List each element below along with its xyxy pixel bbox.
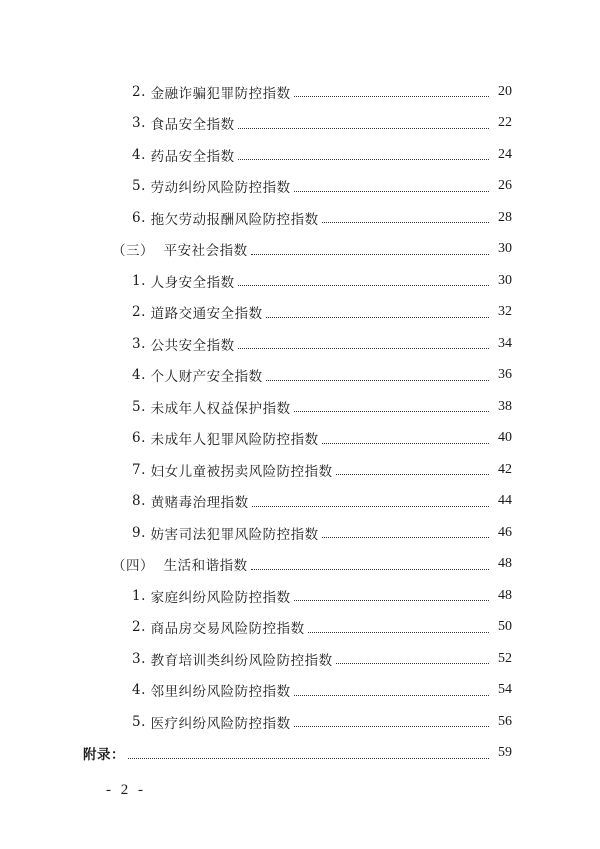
toc-entry-number: （四） bbox=[112, 558, 164, 575]
toc-entry-title: 未成年人犯罪风险防控指数 bbox=[150, 432, 319, 449]
toc-entry-number: 4. bbox=[132, 146, 151, 163]
toc-entry-page-number: 36 bbox=[498, 367, 512, 383]
toc-entry-page-number: 46 bbox=[498, 524, 512, 540]
toc-entry[interactable] bbox=[0, 202, 600, 234]
toc-entry[interactable] bbox=[0, 549, 600, 581]
dot-leader bbox=[308, 632, 489, 633]
toc-entry-number: 6. bbox=[132, 430, 151, 447]
dot-leader bbox=[251, 569, 489, 570]
dot-leader bbox=[294, 96, 489, 97]
toc-entry-number: 6. bbox=[132, 209, 151, 226]
toc-entry-number: 1. bbox=[132, 272, 151, 289]
toc-entry-title: 附录： bbox=[83, 747, 125, 764]
toc-entry-page-number: 50 bbox=[498, 619, 512, 635]
toc-entry-title: 未成年人权益保护指数 bbox=[150, 400, 291, 417]
dot-leader bbox=[322, 222, 489, 223]
toc-entry[interactable] bbox=[0, 423, 600, 455]
toc-entry-number: 2. bbox=[132, 619, 151, 636]
toc-entry-number: 5. bbox=[132, 713, 151, 730]
toc-entry[interactable] bbox=[0, 706, 600, 738]
toc-entry[interactable] bbox=[0, 391, 600, 423]
toc-entry-title: 公共安全指数 bbox=[150, 337, 235, 354]
toc-entry-number: 2. bbox=[132, 304, 151, 321]
toc-entry-page-number: 54 bbox=[498, 682, 512, 698]
toc-entry-title: 食品安全指数 bbox=[150, 117, 235, 134]
toc-entry[interactable] bbox=[0, 360, 600, 392]
dot-leader bbox=[238, 285, 489, 286]
toc-entry[interactable] bbox=[0, 486, 600, 518]
toc-entry-page-number: 48 bbox=[498, 556, 512, 572]
dot-leader bbox=[238, 128, 489, 129]
toc-entry-number: 4. bbox=[132, 367, 151, 384]
toc-entry[interactable] bbox=[0, 76, 600, 108]
toc-entry[interactable] bbox=[0, 234, 600, 266]
toc-entry-page-number: 28 bbox=[498, 209, 512, 225]
toc-entry-number: 9. bbox=[132, 524, 151, 541]
toc-entry-title: 教育培训类纠纷风险防控指数 bbox=[150, 652, 333, 669]
dot-leader bbox=[238, 348, 489, 349]
toc-entry[interactable] bbox=[0, 675, 600, 707]
dot-leader bbox=[322, 537, 489, 538]
toc-entry[interactable] bbox=[0, 612, 600, 644]
toc-entry-page-number: 48 bbox=[498, 587, 512, 603]
toc-entry-page-number: 30 bbox=[498, 241, 512, 257]
toc-entry-page-number: 56 bbox=[498, 713, 512, 729]
dot-leader bbox=[294, 726, 489, 727]
toc-entry[interactable] bbox=[0, 108, 600, 140]
toc-entry-page-number: 24 bbox=[498, 146, 512, 162]
dot-leader bbox=[252, 506, 489, 507]
toc-entry-title: 人身安全指数 bbox=[150, 274, 235, 291]
toc-entry[interactable] bbox=[0, 265, 600, 297]
dot-leader bbox=[336, 474, 489, 475]
toc-entry-number: 5. bbox=[132, 398, 151, 415]
toc-entry[interactable] bbox=[0, 580, 600, 612]
toc-entry-number: 7. bbox=[132, 461, 151, 478]
toc-entry-number: 5. bbox=[132, 178, 151, 195]
toc-entry-number: 1. bbox=[132, 587, 151, 604]
toc-entry-page-number: 40 bbox=[498, 430, 512, 446]
dot-leader bbox=[294, 695, 489, 696]
toc-entry-number: 3. bbox=[132, 335, 151, 352]
toc-entry[interactable] bbox=[0, 738, 600, 770]
dot-leader bbox=[266, 317, 489, 318]
toc-entry-number: 2. bbox=[132, 83, 151, 100]
toc-entry-page-number: 38 bbox=[498, 398, 512, 414]
toc-entry-title: 商品房交易风险防控指数 bbox=[150, 621, 305, 638]
toc-entry-page-number: 52 bbox=[498, 650, 512, 666]
dot-leader bbox=[336, 663, 489, 664]
toc-entry-title: 道路交通安全指数 bbox=[150, 306, 263, 323]
toc-entry-page-number: 44 bbox=[498, 493, 512, 509]
toc-entry-page-number: 59 bbox=[498, 745, 512, 761]
toc-entry-title: 拖欠劳动报酬风险防控指数 bbox=[150, 211, 319, 228]
toc-entry-title: 黄赌毒治理指数 bbox=[150, 495, 249, 512]
toc-entry[interactable] bbox=[0, 139, 600, 171]
dot-leader bbox=[322, 443, 489, 444]
toc-entry-title: 劳动纠纷风险防控指数 bbox=[150, 180, 291, 197]
toc-entry[interactable] bbox=[0, 171, 600, 203]
toc-entry-title: 家庭纠纷风险防控指数 bbox=[150, 589, 291, 606]
toc-entry-title: 妨害司法犯罪风险防控指数 bbox=[150, 526, 319, 543]
toc-entry-number: 3. bbox=[132, 650, 151, 667]
toc-entry[interactable] bbox=[0, 297, 600, 329]
dot-leader bbox=[251, 254, 489, 255]
toc-entry-title: 医疗纠纷风险防控指数 bbox=[150, 715, 291, 732]
dot-leader bbox=[294, 191, 489, 192]
toc-entry-page-number: 42 bbox=[498, 461, 512, 477]
toc-entry-page-number: 20 bbox=[498, 83, 512, 99]
toc-entry-title: 药品安全指数 bbox=[150, 148, 235, 165]
toc-entry[interactable] bbox=[0, 643, 600, 675]
toc-entry[interactable] bbox=[0, 517, 600, 549]
toc-entry-number: 8. bbox=[132, 493, 151, 510]
dot-leader bbox=[294, 600, 489, 601]
toc-entry-title: 生活和谐指数 bbox=[163, 558, 248, 575]
dot-leader bbox=[128, 758, 489, 759]
toc-entry-page-number: 30 bbox=[498, 272, 512, 288]
toc-entry-page-number: 26 bbox=[498, 178, 512, 194]
toc-entry-title: 个人财产安全指数 bbox=[150, 369, 263, 386]
dot-leader bbox=[238, 159, 489, 160]
toc-entry-page-number: 32 bbox=[498, 304, 512, 320]
toc-entry-title: 金融诈骗犯罪防控指数 bbox=[150, 85, 291, 102]
toc-entry-page-number: 22 bbox=[498, 115, 512, 131]
toc-entry-number: 3. bbox=[132, 115, 151, 132]
dot-leader bbox=[294, 411, 489, 412]
page-number-footer: - 2 - bbox=[106, 782, 146, 798]
toc-entry-page-number: 34 bbox=[498, 335, 512, 351]
toc-entry-number: 4. bbox=[132, 682, 151, 699]
toc-entry[interactable] bbox=[0, 454, 600, 486]
toc-entry-title: 邻里纠纷风险防控指数 bbox=[150, 684, 291, 701]
toc-entry[interactable] bbox=[0, 328, 600, 360]
table-of-contents bbox=[0, 76, 600, 769]
toc-entry-number: （三） bbox=[112, 243, 164, 260]
toc-entry-title: 平安社会指数 bbox=[163, 243, 248, 260]
dot-leader bbox=[266, 380, 489, 381]
toc-entry-title: 妇女儿童被拐卖风险防控指数 bbox=[150, 463, 333, 480]
